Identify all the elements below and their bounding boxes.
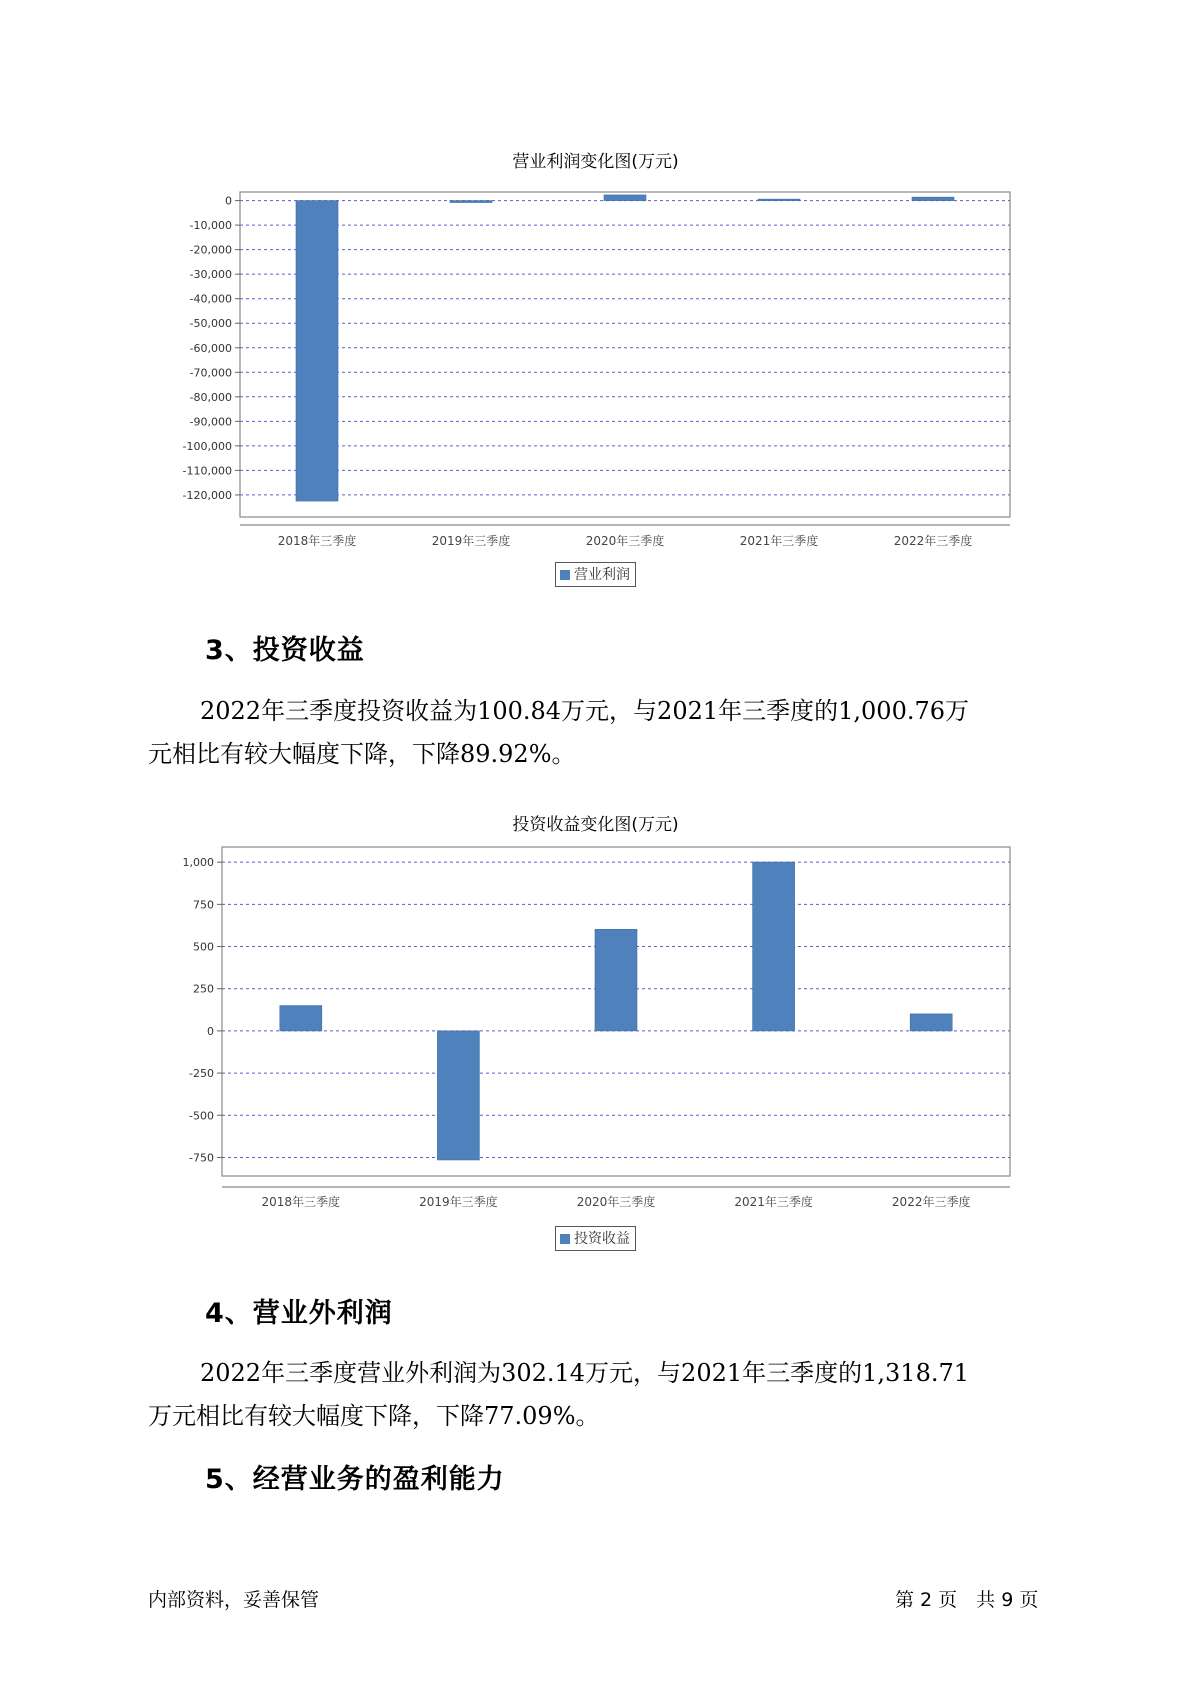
y-tick-label: 500: [193, 940, 214, 954]
y-tick-label: -110,000: [182, 464, 232, 478]
category-label: 2022年三季度: [893, 534, 973, 548]
chart-legend: [555, 1226, 636, 1251]
footer-note: 内部资料，妥善保管: [148, 1589, 320, 1611]
y-tick-label: -40,000: [189, 292, 232, 306]
category-label: 2019年三季度: [419, 1195, 498, 1209]
legend-label: 投资收益: [574, 1231, 630, 1247]
y-tick-label: -30,000: [189, 268, 232, 282]
bar: [595, 929, 637, 1031]
y-tick-label: -120,000: [182, 488, 232, 502]
chart-title: 营业利润变化图(万元): [512, 152, 679, 172]
bar: [753, 862, 795, 1031]
bar: [280, 1006, 322, 1031]
category-label: 2022年三季度: [891, 1195, 971, 1209]
y-tick-label: -70,000: [189, 366, 232, 380]
legend-swatch: [560, 1234, 570, 1244]
section-heading: 5、经营业务的盈利能力: [205, 1464, 505, 1495]
y-tick-label: -10,000: [189, 219, 232, 233]
y-tick-label: -500: [189, 1109, 214, 1123]
y-tick-label: 750: [193, 898, 214, 912]
section-heading: 3、投资收益: [205, 635, 365, 666]
y-tick-label: -20,000: [189, 243, 232, 257]
y-tick-label: -60,000: [189, 341, 232, 355]
category-label: 2018年三季度: [277, 534, 357, 548]
section-heading: 4、营业外利润: [205, 1298, 393, 1329]
page-number: 第 2 页 共 9 页: [895, 1589, 1039, 1611]
y-tick-label: -80,000: [189, 390, 232, 404]
bar: [910, 1014, 952, 1031]
legend-label: 营业利润: [574, 567, 630, 583]
y-tick-label: -750: [189, 1151, 214, 1165]
category-label: 2021年三季度: [734, 1195, 813, 1209]
section-paragraph: [148, 1352, 1060, 1438]
y-tick-label: 0: [207, 1024, 214, 1038]
y-tick-label: -50,000: [189, 317, 232, 331]
category-label: 2020年三季度: [585, 534, 665, 548]
y-tick-label: -100,000: [182, 439, 232, 453]
y-tick-label: -250: [189, 1067, 214, 1081]
y-tick-label: 1,000: [182, 856, 214, 870]
y-tick-label: -90,000: [189, 415, 232, 429]
chart-title: 投资收益变化图(万元): [512, 815, 679, 835]
category-label: 2021年三季度: [739, 534, 819, 548]
category-label: 2019年三季度: [431, 534, 511, 548]
category-label: 2020年三季度: [576, 1195, 656, 1209]
paragraph-line: 2022年三季度营业外利润为302.14万元，与2021年三季度的1,318.71: [200, 1359, 970, 1387]
category-label: 2018年三季度: [261, 1195, 341, 1209]
y-tick-label: 0: [225, 194, 232, 208]
bar: [437, 1031, 479, 1160]
paragraph-line: 万元相比有较大幅度下降，下降77.09%。: [148, 1402, 600, 1430]
y-tick-label: 250: [193, 982, 214, 996]
paragraph-line: 2022年三季度投资收益为100.84万元，与2021年三季度的1,000.76万: [200, 697, 970, 725]
paragraph-line: 元相比有较大幅度下降，下降89.92%。: [148, 740, 576, 768]
